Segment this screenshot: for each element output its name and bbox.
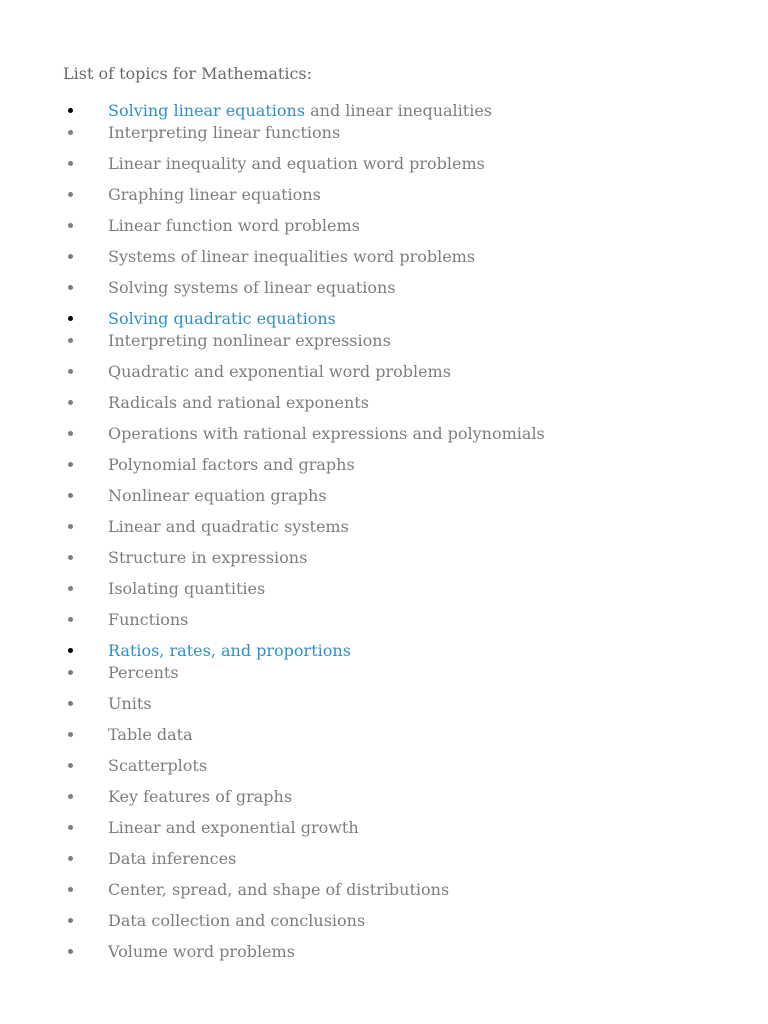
topic-label <box>108 100 492 122</box>
topic-label <box>108 910 365 932</box>
bullet-icon <box>68 108 73 113</box>
topic-label <box>108 277 396 299</box>
topic-label <box>108 122 340 144</box>
topic-label <box>108 547 307 569</box>
topic-label <box>108 640 351 662</box>
topic-label <box>108 308 336 330</box>
topic-label <box>108 246 475 268</box>
bullet-icon <box>68 555 73 560</box>
topic-label <box>108 184 321 206</box>
bullet-icon <box>68 825 73 830</box>
list-heading: List of topics for Mathematics: <box>63 64 313 83</box>
topic-label <box>108 693 152 715</box>
bullet-icon <box>68 493 73 498</box>
bullet-icon <box>68 462 73 467</box>
bullet-icon <box>68 732 73 737</box>
bullet-icon <box>68 400 73 405</box>
topic-text: Linear and exponential growth <box>108 818 359 837</box>
topic-text: Linear and quadratic systems <box>108 517 349 536</box>
bullet-icon <box>68 918 73 923</box>
topic-label <box>108 755 207 777</box>
bullet-icon <box>68 856 73 861</box>
topic-text: Table data <box>108 725 193 744</box>
topic-text: Linear function word problems <box>108 216 360 235</box>
topic-label <box>108 941 295 963</box>
topic-label <box>108 786 292 808</box>
topic-label <box>108 879 449 901</box>
topic-text: Key features of graphs <box>108 787 293 806</box>
topic-label <box>108 724 193 746</box>
topic-text: Units <box>108 694 152 713</box>
bullet-icon <box>68 130 73 135</box>
topic-text: Interpreting nonlinear expressions <box>108 331 391 350</box>
topic-label <box>108 215 360 237</box>
topic-text: Data collection and conclusions <box>108 911 366 930</box>
bullet-icon <box>68 161 73 166</box>
topic-text: Scatterplots <box>108 756 208 775</box>
topic-label <box>108 153 485 175</box>
topic-label <box>108 848 236 870</box>
bullet-icon <box>68 192 73 197</box>
topic-text: Center, spread, and shape of distributions <box>108 880 450 899</box>
bullet-icon <box>68 701 73 706</box>
topic-label <box>108 454 355 476</box>
topic-text: Percents <box>108 663 179 682</box>
topic-link[interactable]: Solving linear equations <box>108 101 306 120</box>
topic-text: Quadratic and exponential word problems <box>108 362 451 381</box>
bullet-icon <box>68 617 73 622</box>
bullet-icon <box>68 648 73 653</box>
topic-text: Operations with rational expressions and polynomials <box>108 424 545 443</box>
topic-text: and linear inequalities <box>305 101 493 120</box>
topic-text: Polynomial factors and graphs <box>108 455 355 474</box>
topic-label <box>108 662 179 684</box>
bullet-icon <box>68 586 73 591</box>
topic-text: Volume word problems <box>108 942 295 961</box>
topic-text: Radicals and rational exponents <box>108 393 369 412</box>
topic-label <box>108 485 327 507</box>
topic-text: Graphing linear equations <box>108 185 321 204</box>
bullet-icon <box>68 670 73 675</box>
topic-text: Systems of linear inequalities word problems <box>108 247 476 266</box>
topic-text: Functions <box>108 610 189 629</box>
topic-text: Solving systems of linear equations <box>108 278 396 297</box>
topic-text: Data inferences <box>108 849 237 868</box>
topic-label <box>108 361 451 383</box>
topic-label <box>108 817 359 839</box>
topic-label <box>108 516 349 538</box>
bullet-icon <box>68 524 73 529</box>
topic-text: Isolating quantities <box>108 579 266 598</box>
topic-link[interactable]: Solving quadratic equations <box>108 309 336 328</box>
topic-label <box>108 578 265 600</box>
topic-label <box>108 330 391 352</box>
bullet-icon <box>68 285 73 290</box>
topic-text: Nonlinear equation graphs <box>108 486 327 505</box>
bullet-icon <box>68 254 73 259</box>
bullet-icon <box>68 369 73 374</box>
bullet-icon <box>68 316 73 321</box>
topic-text: Linear inequality and equation word problems <box>108 154 485 173</box>
topic-label <box>108 609 188 631</box>
topic-label <box>108 392 369 414</box>
bullet-icon <box>68 763 73 768</box>
topic-text: Structure in expressions <box>108 548 308 567</box>
topic-text: Interpreting linear functions <box>108 123 341 142</box>
topic-label <box>108 423 545 445</box>
bullet-icon <box>68 887 73 892</box>
bullet-icon <box>68 949 73 954</box>
bullet-icon <box>68 794 73 799</box>
bullet-icon <box>68 338 73 343</box>
topic-link[interactable]: Ratios, rates, and proportions <box>108 641 351 660</box>
bullet-icon <box>68 223 73 228</box>
bullet-icon <box>68 431 73 436</box>
